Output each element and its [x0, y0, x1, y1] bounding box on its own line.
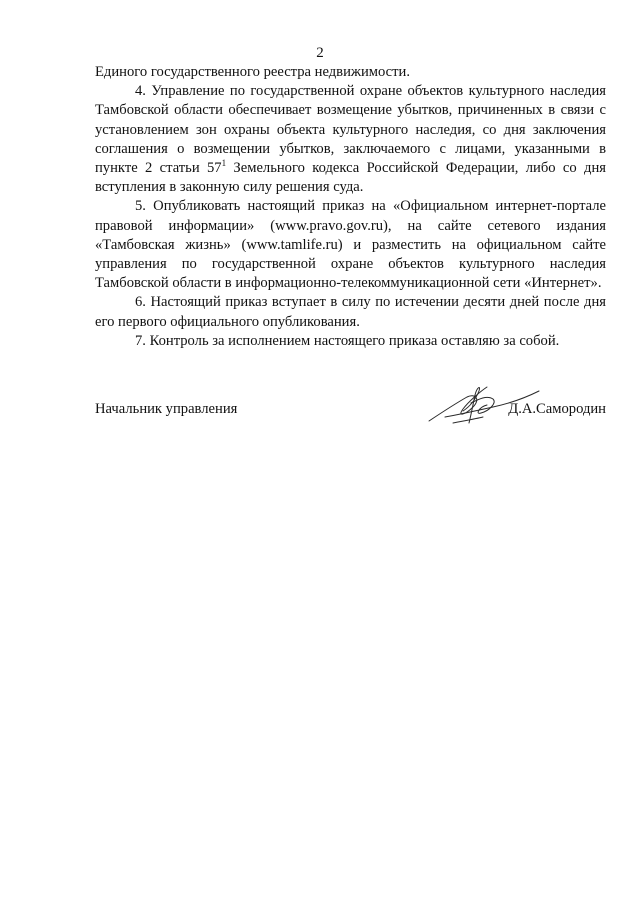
paragraph-item-7: [95, 332, 606, 351]
paragraph-text: 7. Контроль за исполнением настоящего приказа оставляю за собой.: [135, 332, 560, 349]
paragraph-item-4: [95, 82, 606, 197]
paragraph-registry-continuation: [95, 63, 606, 82]
paragraph-text: 5. Опубликовать настоящий приказ на «Официальном интернет-портале правовой информации» (www.pravo.gov.ru), на сайте сетевого издания «Тамбовская жизнь» (www.tamlife.ru) и разместить на официальном сайте управления по государственной охране объектов культурного наследия Тамбовской области в информационно-телекоммуникационной сети «Интернет».: [95, 198, 606, 292]
paragraph-text: Единого государственного реестра недвижимости.: [95, 64, 410, 80]
paragraph-text-continued: Земельного кодекса Российской Федерации, либо со дня вступления в законную силу решения суда.: [95, 160, 606, 196]
signature-block: [95, 397, 606, 437]
paragraph-item-5: [95, 197, 606, 293]
page-number: 2: [316, 45, 324, 61]
article-superscript: 1: [221, 158, 227, 169]
paragraph-text: 6. Настоящий приказ вступает в силу по истечении десяти дней после дня его первого официального опубликования.: [95, 294, 606, 330]
signatory-name: Д.А.Самородин: [508, 401, 606, 417]
paragraph-text: 4. Управление по государственной охране объектов культурного наследия Тамбовской области обеспечивает возмещение убытков, причиненных в связи с установлением зон охраны объекта культурного наследия, со дня заключения соглашения о возмещении убытков, заключаемого с лицами, указанными в пункте 2 статьи 57: [95, 83, 606, 177]
paragraph-item-6: [95, 293, 606, 331]
document-body: [95, 63, 606, 351]
signatory-position: Начальник управления: [95, 401, 238, 417]
